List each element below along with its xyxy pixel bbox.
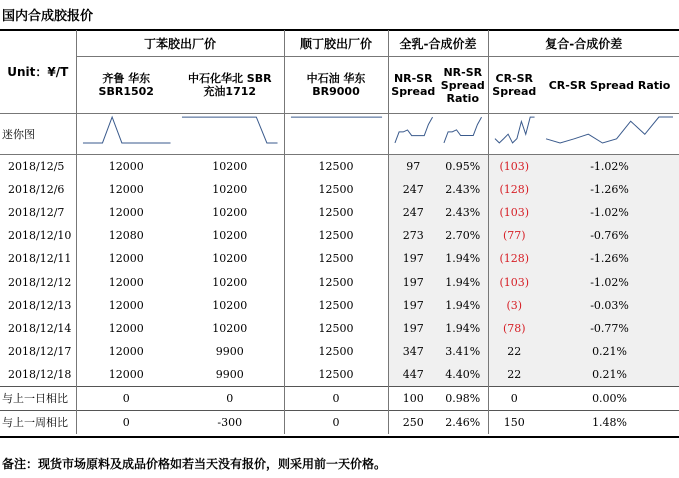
sparkline-sbr1502-line — [82, 117, 170, 143]
cell-sbr1712: 10200 — [212, 206, 248, 220]
sparkline-cr-sr-line — [494, 117, 534, 143]
sparkline-cr-sr-ratio-graphic — [540, 114, 679, 154]
table-row — [0, 340, 679, 363]
cell-cr-sr: 150 — [488, 410, 540, 434]
cell-nr-sr-ratio: 2.43% — [438, 201, 488, 224]
cell-sbr1502: 12000 — [76, 201, 176, 224]
cell-br9000: 12500 — [284, 340, 388, 363]
cell-nr-sr: 100 — [388, 386, 438, 410]
cell-nr-sr: 247 — [388, 178, 438, 201]
group-nr-sr: 全乳-合成价差 — [388, 30, 488, 57]
cell-sbr1712: 10200 — [212, 229, 248, 243]
row-label: 与上一周相比 — [0, 410, 76, 434]
cell-nr-sr-ratio: 4.40% — [438, 363, 488, 387]
col-br9000: 中石油 华东 BR9000 — [284, 57, 388, 114]
sparkline-sbr1502-graphic — [77, 114, 177, 154]
table-row — [0, 201, 679, 224]
sparkline-nr-sr-graphic — [389, 114, 439, 154]
cell-cr-sr: 22 — [488, 363, 540, 387]
sparkline-label: 迷你图 — [0, 114, 76, 155]
cell-sbr1712: 10200 — [212, 183, 248, 197]
sparkline-sbr1712-graphic — [176, 114, 284, 154]
cell-cr-sr: (78) — [488, 317, 540, 340]
cell-cr-sr: (128) — [488, 247, 540, 270]
cell-nr-sr-ratio: 1.94% — [438, 294, 488, 317]
col-cr-sr-ratio: CR-SR Spread Ratio — [548, 78, 671, 92]
row-date: 2018/12/14 — [8, 321, 72, 335]
sparkline-nr-sr-ratio-graphic — [438, 114, 488, 154]
table-row — [0, 270, 679, 293]
cell-nr-sr-ratio: 1.94% — [438, 270, 488, 293]
cell-sbr1502: 12000 — [76, 178, 176, 201]
group-br: 顺丁胶出厂价 — [284, 30, 388, 57]
cell-nr-sr: 247 — [388, 201, 438, 224]
cell-sbr1712: 10200 — [212, 298, 248, 312]
cell-nr-sr: 250 — [388, 410, 438, 434]
sparkline-row — [0, 114, 679, 155]
sparkline-br9000 — [284, 114, 388, 155]
cell-br9000: 12500 — [284, 178, 388, 201]
row-label: 与上一日相比 — [0, 386, 76, 410]
cell-br9000: 12500 — [284, 294, 388, 317]
cell-cr-sr: (77) — [488, 224, 540, 247]
cell-cr-sr-ratio: -1.02% — [540, 155, 679, 179]
col-nr-sr-ratio: NR-SR Spread Ratio — [440, 65, 485, 105]
row-date: 2018/12/10 — [8, 229, 72, 243]
sparkline-nr-sr-ratio-line — [444, 117, 482, 143]
cell-nr-sr-ratio: 0.98% — [438, 386, 488, 410]
sparkline-nr-sr — [388, 114, 438, 155]
table-title: 国内合成胶报价 — [2, 9, 94, 24]
cell-cr-sr: (128) — [488, 178, 540, 201]
cell-nr-sr-ratio: 1.94% — [438, 317, 488, 340]
cell-sbr1712: 10200 — [212, 252, 248, 266]
cell-cr-sr-ratio: 0.00% — [540, 386, 679, 410]
row-date: 2018/12/12 — [8, 275, 72, 289]
cell-br9000: 0 — [284, 410, 388, 434]
table-row — [0, 224, 679, 247]
cell-sbr1502: 12000 — [76, 155, 176, 179]
cell-sbr1502: 12000 — [76, 247, 176, 270]
cell-nr-sr: 197 — [388, 247, 438, 270]
sparkline-cr-sr — [488, 114, 540, 155]
sparkline-sbr1502 — [76, 114, 176, 155]
cell-nr-sr-ratio: 2.70% — [438, 224, 488, 247]
cell-nr-sr: 347 — [388, 340, 438, 363]
cell-sbr1502: 12000 — [76, 340, 176, 363]
cell-cr-sr: (103) — [488, 270, 540, 293]
cell-sbr1712: 9900 — [215, 367, 244, 381]
col-sbr1502: 齐鲁 华东 SBR1502 — [76, 57, 176, 114]
table-row — [0, 363, 679, 387]
cell-cr-sr-ratio: 0.21% — [540, 363, 679, 387]
cell-sbr1502: 12000 — [76, 317, 176, 340]
col-cr-sr-spread: CR-SR Spread — [488, 57, 540, 114]
sparkline-br9000-graphic — [285, 114, 388, 154]
row-date: 2018/12/13 — [8, 298, 72, 312]
cell-nr-sr-ratio: 2.43% — [438, 178, 488, 201]
cell-cr-sr-ratio: -0.03% — [540, 294, 679, 317]
cell-sbr1502: 0 — [76, 386, 176, 410]
table-row — [0, 247, 679, 270]
row-date: 2018/12/17 — [8, 344, 72, 358]
sparkline-cr-sr-ratio — [540, 114, 679, 155]
synthetic-rubber-price-table — [0, 30, 679, 434]
cell-cr-sr-ratio: -1.26% — [540, 247, 679, 270]
cell-br9000: 12500 — [284, 155, 388, 179]
table-row — [0, 178, 679, 201]
sparkline-sbr1712-line — [182, 117, 278, 143]
cell-sbr1502: 0 — [76, 410, 176, 434]
cell-cr-sr-ratio: -0.77% — [540, 317, 679, 340]
cell-nr-sr-ratio: 2.46% — [438, 410, 488, 434]
col-sbr1712: 中石化华北 SBR 充油1712 — [187, 72, 272, 98]
summary-row — [0, 410, 679, 434]
cell-cr-sr: (103) — [488, 155, 540, 179]
cell-sbr1712: 10200 — [212, 275, 248, 289]
cell-nr-sr-ratio: 1.94% — [438, 247, 488, 270]
col-nr-sr-spread: NR-SR Spread — [388, 57, 438, 114]
cell-sbr1712: 0 — [176, 386, 284, 410]
cell-sbr1712: 10200 — [212, 321, 248, 335]
cell-cr-sr: (103) — [488, 201, 540, 224]
cell-cr-sr-ratio: -1.02% — [540, 270, 679, 293]
cell-cr-sr-ratio: -1.26% — [540, 178, 679, 201]
cell-br9000: 12500 — [284, 224, 388, 247]
cell-sbr1712: 10200 — [212, 160, 248, 174]
cell-br9000: 12500 — [284, 201, 388, 224]
cell-cr-sr-ratio: -0.76% — [540, 224, 679, 247]
cell-nr-sr: 197 — [388, 270, 438, 293]
sparkline-cr-sr-graphic — [489, 114, 541, 154]
data-rows — [0, 155, 679, 387]
sparkline-sbr1712 — [176, 114, 284, 155]
cell-sbr1502: 12000 — [76, 270, 176, 293]
cell-nr-sr-ratio: 0.95% — [438, 155, 488, 179]
cell-cr-sr-ratio: -1.02% — [540, 201, 679, 224]
footnote: 备注：现货市场原料及成品价格如若当天没有报价，则采用前一天价格。 — [2, 457, 387, 471]
cell-cr-sr-ratio: 0.21% — [540, 340, 679, 363]
cell-sbr1712: 9900 — [215, 344, 244, 358]
cell-nr-sr: 197 — [388, 317, 438, 340]
group-sbr: 丁苯胶出厂价 — [76, 30, 284, 57]
group-cr-sr: 复合-合成价差 — [488, 30, 679, 57]
cell-sbr1502: 12000 — [76, 294, 176, 317]
cell-sbr1502: 12000 — [76, 363, 176, 387]
row-date: 2018/12/18 — [8, 367, 72, 381]
cell-br9000: 12500 — [284, 247, 388, 270]
cell-nr-sr: 273 — [388, 224, 438, 247]
summary-rows — [0, 386, 679, 434]
cell-cr-sr: 22 — [488, 340, 540, 363]
table-row — [0, 317, 679, 340]
row-date: 2018/12/6 — [8, 183, 65, 197]
table-row — [0, 155, 679, 179]
cell-nr-sr: 447 — [388, 363, 438, 387]
table-row — [0, 294, 679, 317]
row-date: 2018/12/11 — [8, 252, 72, 266]
unit-label: Unit：¥/T — [7, 65, 69, 79]
bottom-rule — [0, 436, 679, 438]
sparkline-cr-sr-ratio-line — [546, 117, 673, 143]
cell-sbr1712: -300 — [176, 410, 284, 434]
cell-br9000: 12500 — [284, 317, 388, 340]
cell-nr-sr-ratio: 3.41% — [438, 340, 488, 363]
cell-br9000: 12500 — [284, 270, 388, 293]
cell-cr-sr: 0 — [488, 386, 540, 410]
sparkline-nr-sr-ratio — [438, 114, 488, 155]
summary-row — [0, 386, 679, 410]
cell-sbr1502: 12080 — [76, 224, 176, 247]
cell-nr-sr: 97 — [388, 155, 438, 179]
cell-cr-sr: (3) — [488, 294, 540, 317]
row-date: 2018/12/5 — [8, 160, 65, 174]
cell-cr-sr-ratio: 1.48% — [540, 410, 679, 434]
sparkline-nr-sr-line — [394, 117, 432, 143]
cell-nr-sr: 197 — [388, 294, 438, 317]
cell-br9000: 0 — [284, 386, 388, 410]
row-date: 2018/12/7 — [8, 206, 65, 220]
cell-br9000: 12500 — [284, 363, 388, 387]
